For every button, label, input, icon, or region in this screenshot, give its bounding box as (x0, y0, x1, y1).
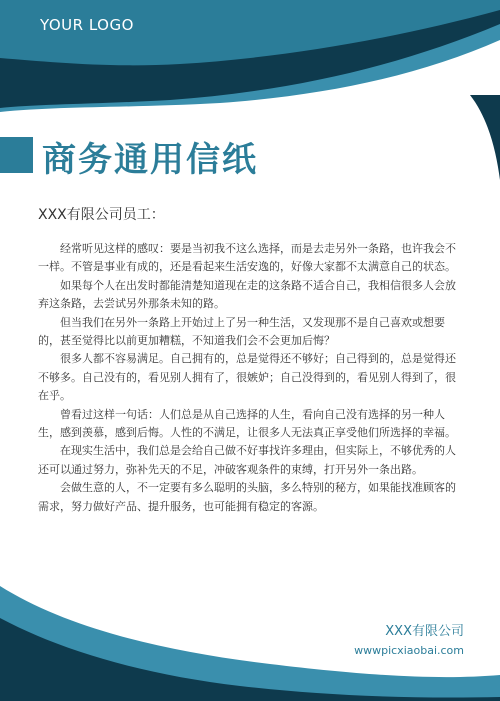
paragraph: 会做生意的人，不一定要有多么聪明的头脑，多么特别的秘方，如果能找准顾客的需求，努力做好产品、提升服务，也可能拥有稳定的客源。 (38, 481, 456, 513)
salutation: XXX有限公司员工： (38, 207, 165, 223)
logo-text: YOUR LOGO (40, 16, 134, 34)
paragraph: 在现实生活中，我们总是会给自己做不好事找许多理由，但实际上，不够优秀的人还可以通过努力，弥补先天的不足，冲破客观条件的束缚，打开另外一条出路。 (38, 444, 456, 476)
signature-company: XXX有限公司 (385, 624, 464, 639)
paragraph: 很多人都不容易满足。自己拥有的，总是觉得还不够好；自己得到的，总是觉得还不够多。自己没有的，看见别人拥有了，很嫉妒；自己没得到的，看见别人得到了，很在乎。 (38, 352, 456, 403)
title-marker (0, 137, 33, 173)
paragraph: 如果每个人在出发时都能清楚知道现在走的这条路不适合自己，我相信很多人会放弃这条路，去尝试另外那条未知的路。 (38, 278, 456, 311)
letter-body (38, 240, 463, 516)
paragraph: 曾看过这样一句话：人们总是从自己选择的人生，看向自己没有选择的另一种人生，感到羡慕，感到后悔。人性的不满足，让很多人无法真正享受他们所选择的幸福。 (38, 407, 456, 440)
paragraph: 但当我们在另外一条路上开始过上了另一种生活，又发现那不是自己喜欢或想要的，甚至觉得比以前更加糟糕，不知道我们会不会更加后悔？ (38, 315, 445, 348)
signature-website: wwwpicxiaobai.com (354, 644, 464, 657)
page-title: 商务通用信纸 (42, 140, 258, 180)
right-edge-band (470, 95, 500, 180)
paragraph: 经常听见这样的感叹：要是当初我不这么选择，而是去走另外一条路，也许我会不一样。不管是事业有成的，还是看起来生活安逸的，好像大家都不太满意自己的状态。 (38, 242, 456, 274)
